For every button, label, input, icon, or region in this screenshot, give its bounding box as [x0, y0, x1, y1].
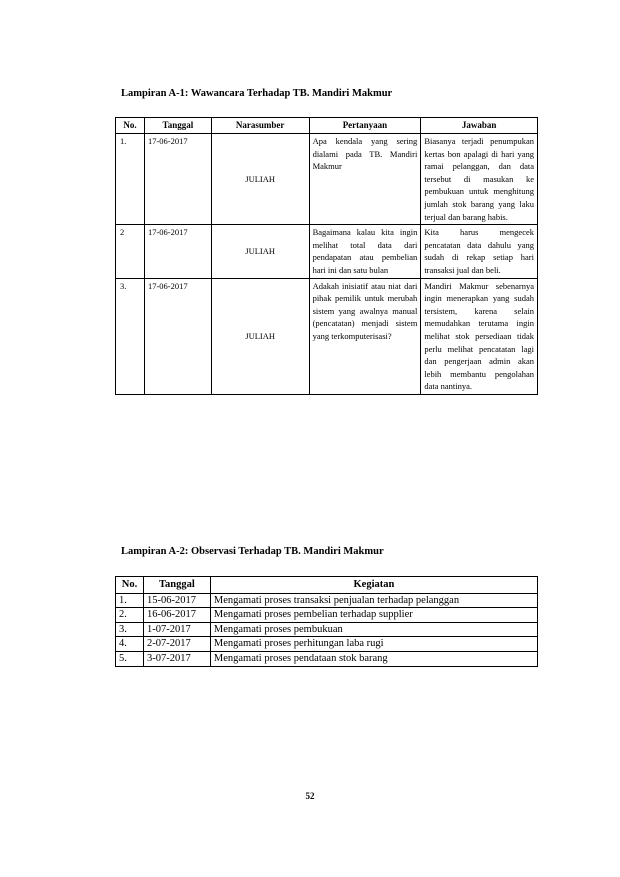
interview-table-header	[116, 118, 538, 134]
header-no: No.	[116, 577, 144, 594]
row-no: 1.	[116, 134, 145, 225]
observation-table	[115, 576, 538, 667]
row-date: 16-06-2017	[143, 608, 210, 623]
row-question: Bagaimana kalau kita ingin melihat total data dari pendapatan atau pembelian hari ini dan satu bulan	[309, 225, 421, 278]
row-no: 1.	[116, 593, 144, 608]
row-activity: Mengamati proses perhitungan laba rugi	[210, 637, 537, 652]
row-date: 3-07-2017	[143, 651, 210, 666]
row-answer: Kita harus mengecek pencatatan data dahulu yang sudah di rekap setiap hari transaksi jual dan beli.	[421, 225, 538, 278]
row-activity: Mengamati proses pembukuan	[210, 622, 537, 637]
row-answer: Biasanya terjadi penumpukan kertas bon apalagi di hari yang ramai pelanggan, dan data tersebut di masukan ke pembukuan untuk menghitung jumlah stok barang yang laku terjual dan barang habis.	[421, 134, 538, 225]
section2-title: Lampiran A-2: Observasi Terhadap TB. Mandiri Makmur	[121, 546, 384, 557]
row-no: 3.	[116, 622, 144, 637]
header-activity: Kegiatan	[210, 577, 537, 594]
row-source: JULIAH	[211, 278, 309, 394]
row-date: 2-07-2017	[143, 637, 210, 652]
row-no: 5.	[116, 651, 144, 666]
row-source: JULIAH	[211, 225, 309, 278]
table-row	[116, 278, 538, 394]
page-number: 52	[305, 791, 315, 801]
row-source: JULIAH	[211, 134, 309, 225]
row-question: Apa kendala yang sering dialami pada TB. Mandiri Makmur	[309, 134, 421, 225]
header-question: Pertanyaan	[309, 118, 421, 134]
row-no: 4.	[116, 637, 144, 652]
header-no: No.	[116, 118, 145, 134]
row-date: 17-06-2017	[144, 225, 211, 278]
row-date: 17-06-2017	[144, 278, 211, 394]
table-row	[116, 608, 538, 623]
row-no: 3.	[116, 278, 145, 394]
row-activity: Mengamati proses transaksi penjualan terhadap pelanggan	[210, 593, 537, 608]
row-activity: Mengamati proses pendataan stok barang	[210, 651, 537, 666]
interview-table	[115, 117, 538, 395]
table-row	[116, 225, 538, 278]
row-date: 17-06-2017	[144, 134, 211, 225]
section1-title: Lampiran A-1: Wawancara Terhadap TB. Mandiri Makmur	[121, 88, 393, 99]
header-date: Tanggal	[144, 118, 211, 134]
observation-table-header	[116, 577, 538, 594]
row-no: 2	[116, 225, 145, 278]
table-row	[116, 622, 538, 637]
row-answer: Mandiri Makmur sebenarnya ingin menerapkan yang sudah tersistem, karena selain memudahkan terutama ingin melihat stok persediaan tidak perlu melihat pencatatan lagi dan pengerjaan admin akan lebih membantu pengolahan data nantinya.	[421, 278, 538, 394]
table-row	[116, 651, 538, 666]
table-row	[116, 637, 538, 652]
header-source: Narasumber	[211, 118, 309, 134]
header-date: Tanggal	[143, 577, 210, 594]
row-no: 2.	[116, 608, 144, 623]
table-row	[116, 134, 538, 225]
table-row	[116, 593, 538, 608]
row-question: Adakah inisiatif atau niat dari pihak pemilik untuk merubah sistem yang awalnya manual (pencatatan) menjadi sistem yang terkomputerisasi?	[309, 278, 421, 394]
row-date: 1-07-2017	[143, 622, 210, 637]
row-activity: Mengamati proses pembelian terhadap supplier	[210, 608, 537, 623]
header-answer: Jawaban	[421, 118, 538, 134]
row-date: 15-06-2017	[143, 593, 210, 608]
